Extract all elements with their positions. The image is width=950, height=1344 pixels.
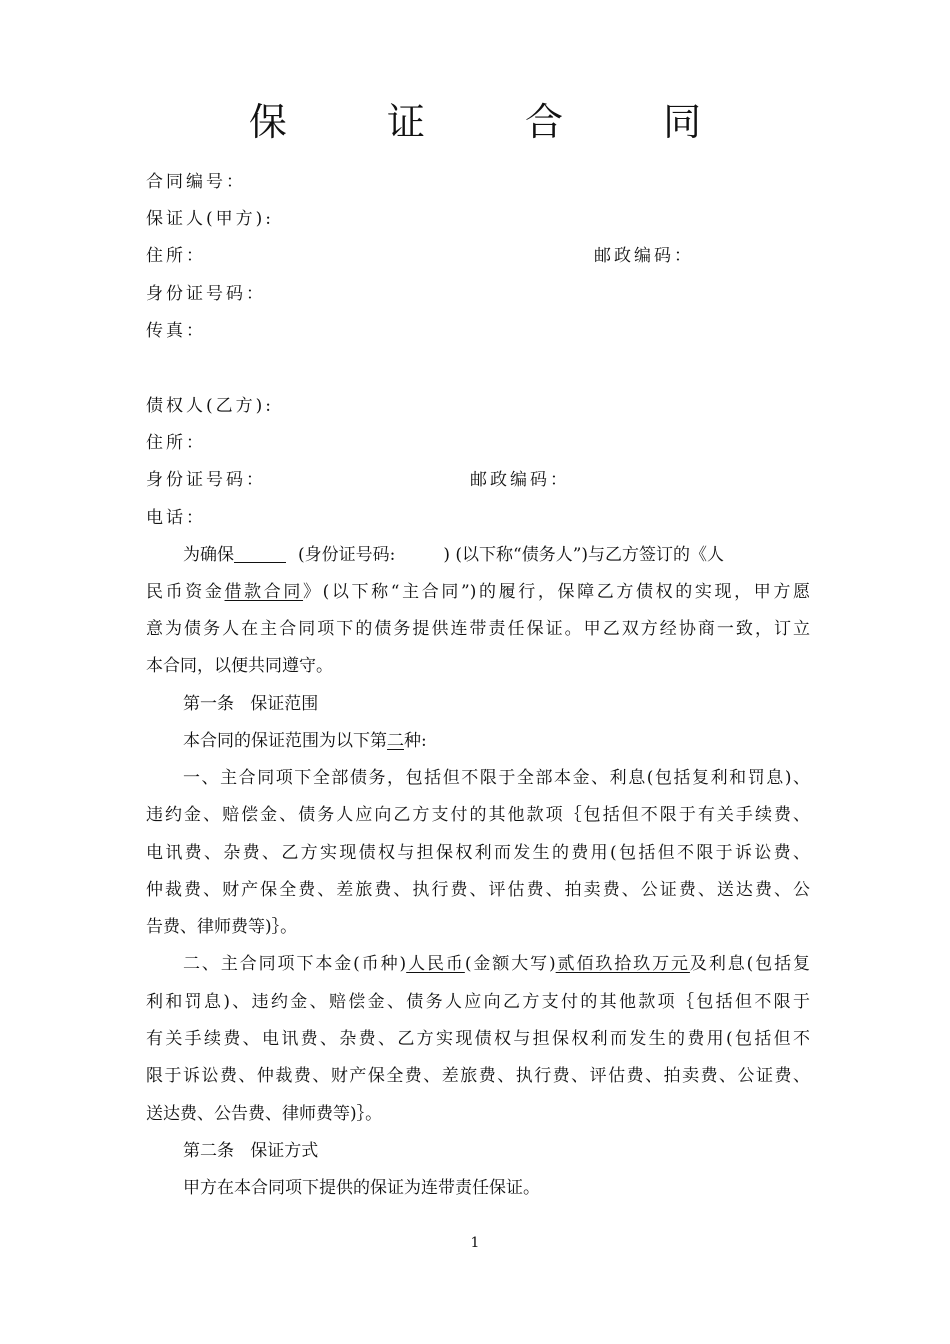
guarantor-id-label: 身份证号码： — [146, 284, 266, 304]
article-1-heading: 第一条 保证范围 — [183, 694, 319, 714]
option-1-line-2: 违约金、赔偿金、债务人应向乙方支付的其他款项｛包括但不限于有关手续费、 — [146, 805, 810, 825]
preamble-text: 为确保 — [183, 545, 234, 565]
creditor-address-label: 住所： — [146, 433, 206, 453]
article-1-intro-text: 种: — [404, 731, 427, 751]
guarantor-address-label: 住所： — [146, 246, 206, 266]
option-2-line-3: 有关手续费、电讯费、杂费、乙方实现债权与担保权利而发生的费用(包括但不 — [146, 1029, 810, 1049]
guarantor-label: 保证人(甲方): — [146, 209, 274, 229]
article-1-intro — [183, 730, 810, 752]
preamble-text: 民币资金 — [146, 582, 225, 602]
preamble-line-3: 意为债务人在主合同项下的债务提供连带责任保证。甲乙双方经协商一致，订立 — [146, 619, 810, 639]
preamble-text: ) (以下称“债务人”)与乙方签订的《人 — [443, 545, 725, 565]
preamble-line-2 — [146, 581, 810, 603]
debtor-name-blank — [234, 544, 286, 563]
option-2-line-5: 送达费、公告费、律师费等)｝。 — [146, 1104, 383, 1124]
option-2-text: 二、主合同项下本金(币种) — [183, 954, 407, 974]
article-2-body: 甲方在本合同项下提供的保证为连带责任保证。 — [183, 1178, 540, 1198]
creditor-label: 债权人(乙方): — [146, 396, 274, 416]
option-2-text: (金额大写) — [464, 954, 556, 974]
selected-option: 二 — [387, 731, 404, 751]
option-1-line-1: 一、主合同项下全部债务，包括但不限于全部本金、利息(包括复利和罚息)、 — [183, 768, 810, 788]
preamble-text: 》(以下称“主合同”)的履行，保障乙方债权的实现，甲方愿 — [303, 582, 810, 602]
option-2-text: 及利息(包括复 — [689, 954, 811, 974]
creditor-id-label: 身份证号码： — [146, 470, 266, 490]
page-number: 1 — [470, 1235, 480, 1251]
preamble-line-1 — [183, 544, 810, 566]
option-1-line-4: 仲裁费、财产保全费、差旅费、执行费、评估费、拍卖费、公证费、送达费、公 — [146, 880, 810, 900]
creditor-postcode-label: 邮政编码： — [470, 470, 570, 490]
document-title: 保 证 合 同 — [248, 100, 746, 144]
article-2-heading: 第二条 保证方式 — [183, 1141, 319, 1161]
preamble-text: (身份证号码: — [298, 545, 396, 565]
amount-value: 贰佰玖拾玖万元 — [555, 954, 690, 974]
option-1-line-5: 告费、律师费等)｝。 — [146, 917, 298, 937]
currency-value: 人民币 — [406, 954, 465, 974]
loan-contract-name: 借款合同 — [224, 582, 304, 602]
preamble-line-4: 本合同，以便共同遵守。 — [146, 656, 333, 676]
option-2-line-1 — [183, 953, 810, 975]
option-2-line-2: 利和罚息)、违约金、赔偿金、债务人应向乙方支付的其他款项｛包括但不限于 — [146, 992, 810, 1012]
creditor-phone-label: 电话： — [146, 508, 206, 528]
option-1-line-3: 电讯费、杂费、乙方实现债权与担保权利而发生的费用(包括但不限于诉讼费、 — [146, 843, 810, 863]
option-2-line-4: 限于诉讼费、仲裁费、财产保全费、差旅费、执行费、评估费、拍卖费、公证费、 — [146, 1066, 810, 1086]
article-1-intro-text: 本合同的保证范围为以下第 — [183, 731, 387, 751]
contract-number-label: 合同编号： — [146, 172, 246, 192]
guarantor-fax-label: 传真： — [146, 321, 206, 341]
guarantor-postcode-label: 邮政编码： — [594, 246, 694, 266]
